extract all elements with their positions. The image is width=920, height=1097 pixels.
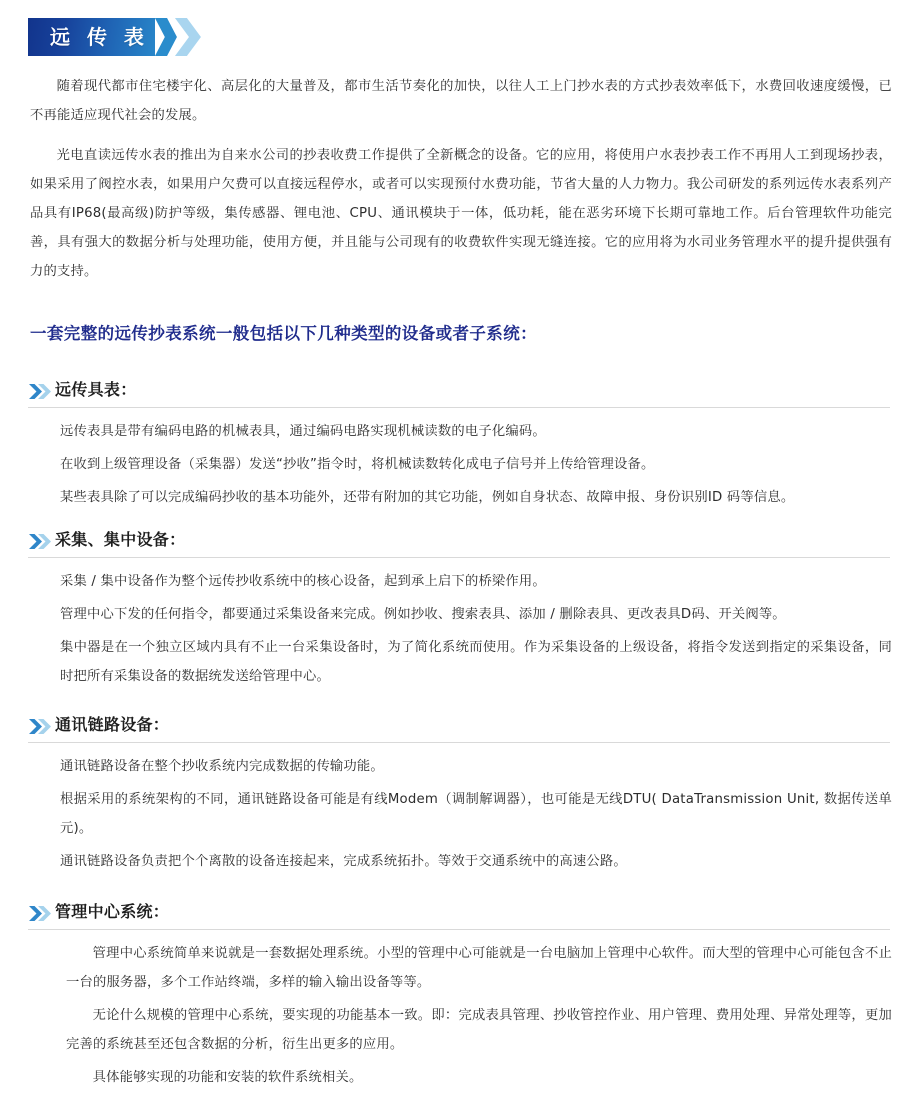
section-collector-concentrator <box>28 530 892 691</box>
section-title: 通讯链路设备： <box>55 715 170 734</box>
intro-block <box>30 72 892 286</box>
section-paragraph: 某些表具除了可以完成编码抄收的基本功能外，还带有附加的其它功能，例如自身状态、故障申报、身份识别ID 码等信息。 <box>60 489 795 505</box>
section-paragraph: 管理中心下发的任何指令，都要通过采集设备来完成。例如抄收、搜索表具、添加 / 删除表具、更改表具D码、开关阀等。 <box>60 606 786 622</box>
section-divider <box>28 929 890 930</box>
section-communication-link <box>28 715 892 876</box>
section-header <box>28 715 892 742</box>
section-paragraph: 根据采用的系统架构的不同，通讯链路设备可能是有线Modem（调制解调器），也可能是无线DTU( DataTransmission Unit, 数据传送单元)。 <box>60 791 892 836</box>
section-header <box>28 530 892 557</box>
double-chevron-right-icon <box>28 718 52 735</box>
section-paragraph: 集中器是在一个独立区域内具有不止一台采集设备时，为了简化系统而使用。作为采集设备的上级设备，将指令发送到指定的采集设备，同时把所有采集设备的数据统发送给管理中心。 <box>60 639 892 684</box>
section-paragraph: 通讯链路设备负责把个个离散的设备连接起来，完成系统拓扑。等效于交通系统中的高速公路。 <box>60 853 627 869</box>
section-body <box>28 752 892 876</box>
section-paragraph: 通讯链路设备在整个抄收系统内完成数据的传输功能。 <box>60 758 384 774</box>
banner-block <box>28 18 155 56</box>
banner-chevron-outer-icon <box>175 18 201 56</box>
double-chevron-right-icon <box>28 533 52 550</box>
page-banner <box>28 18 201 56</box>
intro-paragraph-2: 光电直读远传水表的推出为自来水公司的抄表收费工作提供了全新概念的设备。它的应用，将使用户水表抄表工作不再用人工到现场抄表，如果采用了阀控水表，如果用户欠费可以直接远程停水，或者可以实现预付水费功能，节省大量的人力物力。我公司研发的系列远传水表系列产品具有IP68(最高级)防护等级，集传感器、锂电池、CPU、通讯模块于一体，低功耗，能在恶劣环境下长期可靠地工作。后台管理软件功能完善，具有强大的数据分析与处理功能，使用方便，并且能与公司现有的收费软件实现无缝连接。它的应用将为水司业务管理水平的提升提供强有力的支持。 <box>30 148 892 279</box>
section-paragraph: 具体能够实现的功能和安装的软件系统相关。 <box>92 1069 363 1085</box>
banner-title: 远 传 表 <box>50 25 149 49</box>
section-title: 远传具表： <box>55 380 137 399</box>
section-title: 采集、集中设备： <box>55 530 186 549</box>
section-divider <box>28 407 890 408</box>
section-body <box>28 567 892 691</box>
section-body <box>28 417 892 512</box>
banner-chevron-inner-icon <box>155 18 177 56</box>
section-management-center <box>28 902 892 1092</box>
main-section-heading: 一套完整的远传抄表系统一般包括以下几种类型的设备或者子系统： <box>30 324 537 343</box>
double-chevron-right-icon <box>28 383 52 400</box>
section-paragraph: 管理中心系统简单来说就是一套数据处理系统。小型的管理中心可能就是一台电脑加上管理中心软件。而大型的管理中心可能包含不止一台的服务器，多个工作站终端，多样的输入输出设备等等。 <box>66 945 892 990</box>
section-divider <box>28 557 890 558</box>
section-paragraph: 无论什么规模的管理中心系统，要实现的功能基本一致。即：完成表具管理、抄收管控作业、用户管理、费用处理、异常处理等，更加完善的系统甚至还包含数据的分析，衍生出更多的应用。 <box>66 1007 892 1052</box>
intro-paragraph-1: 随着现代都市住宅楼宇化、高层化的大量普及，都市生活节奏化的加快，以往人工上门抄水表的方式抄表效率低下，水费回收速度缓慢，已不再能适应现代社会的发展。 <box>30 79 892 123</box>
section-header <box>28 380 892 407</box>
double-chevron-right-icon <box>28 905 52 922</box>
section-remote-meter <box>28 380 892 512</box>
section-divider <box>28 742 890 743</box>
section-title: 管理中心系统： <box>55 902 170 921</box>
section-paragraph: 远传表具是带有编码电路的机械表具，通过编码电路实现机械读数的电子化编码。 <box>60 423 546 439</box>
section-paragraph: 采集 / 集中设备作为整个远传抄收系统中的核心设备，起到承上启下的桥梁作用。 <box>60 573 546 589</box>
section-body <box>28 939 892 1092</box>
section-header <box>28 902 892 929</box>
section-paragraph: 在收到上级管理设备（采集器）发送“抄收”指令时，将机械读数转化成电子信号并上传给管理设备。 <box>60 456 655 472</box>
